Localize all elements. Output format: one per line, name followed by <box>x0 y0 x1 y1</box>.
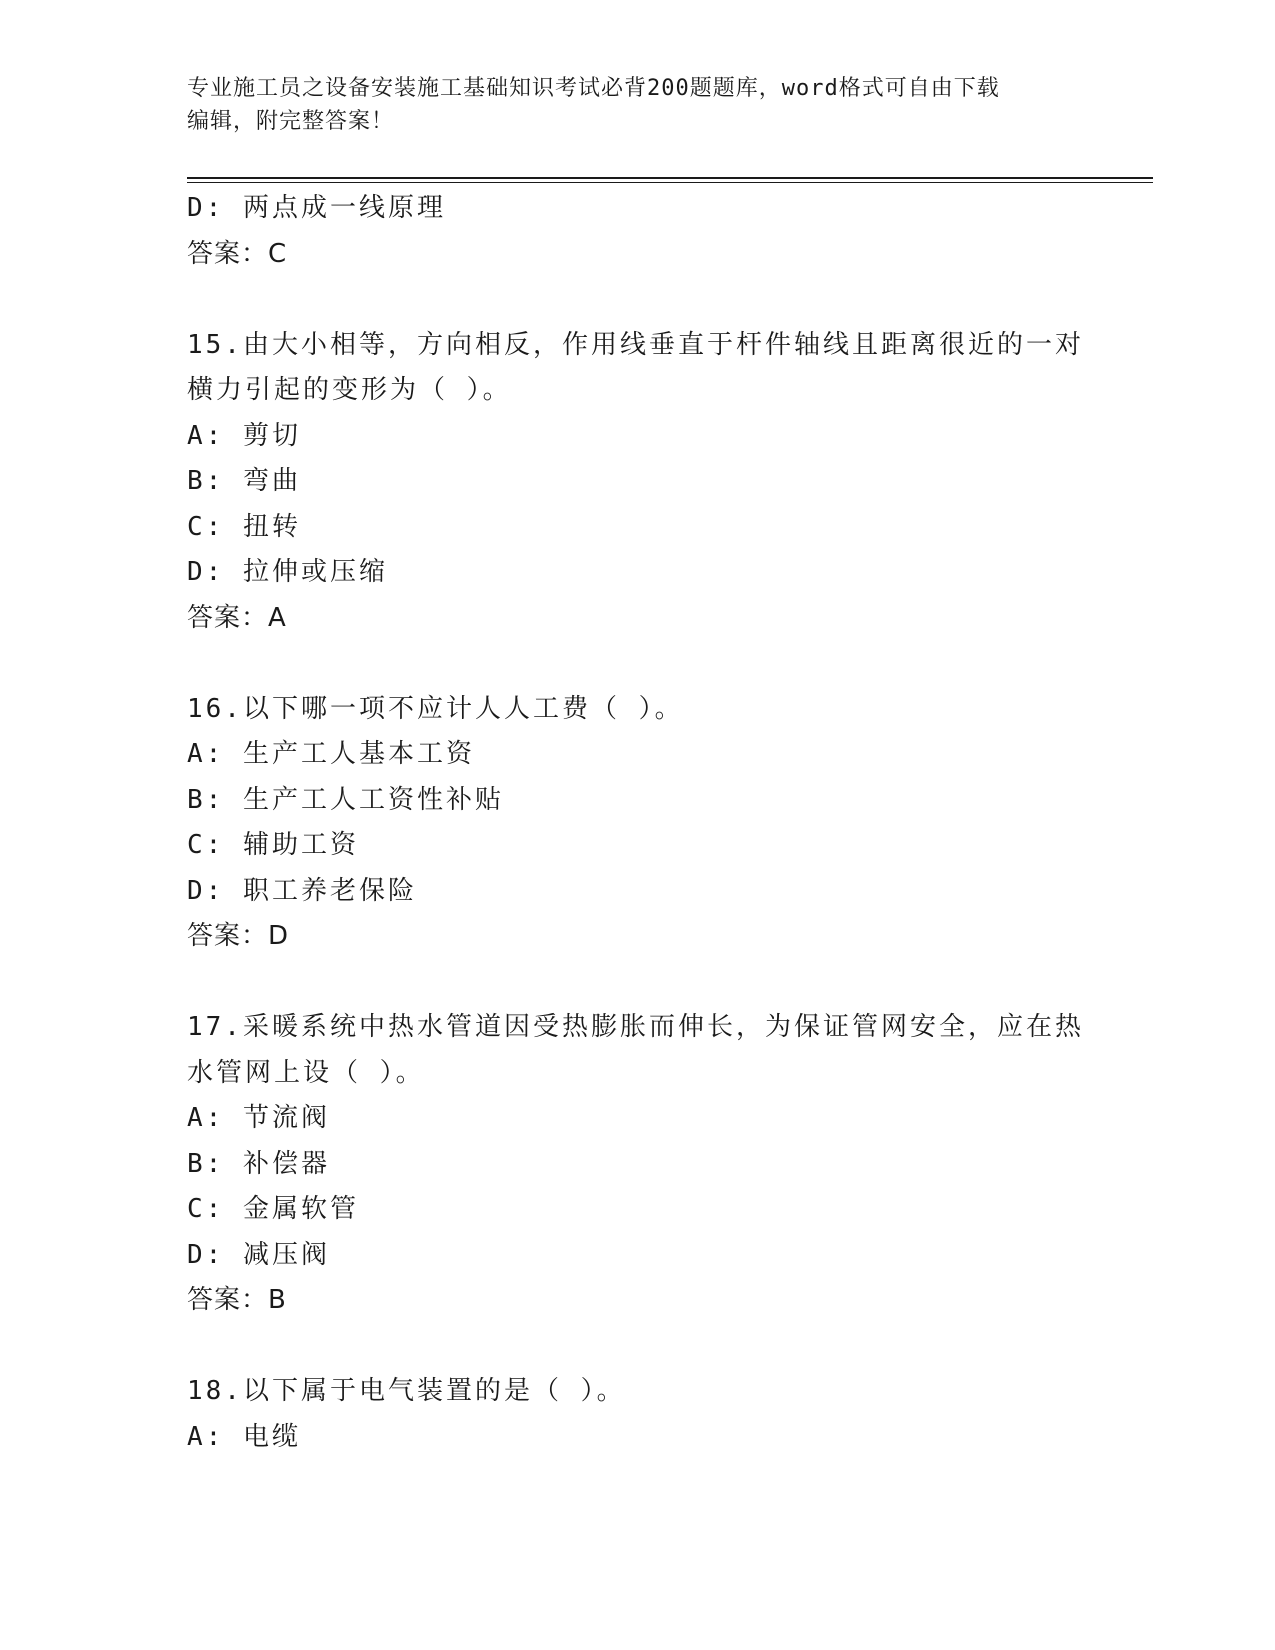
question-stem: 18.以下属于电气装置的是（ ）。 <box>187 1376 626 1406</box>
spacer <box>187 960 1153 1006</box>
header-divider-thick <box>187 177 1153 179</box>
option-b: B: 生产工人工资性补贴 <box>187 784 504 815</box>
option-d: D: 职工养老保险 <box>187 875 417 906</box>
prev-option-d: D: 两点成一线原理 <box>187 193 446 223</box>
header-line-2: 编辑，附完整答案！ <box>187 109 395 134</box>
option-c: C: 扭转 <box>187 511 301 542</box>
question-list <box>187 186 1153 1460</box>
option-a: A: 剪切 <box>187 420 301 451</box>
answer: 答案：B <box>187 1285 287 1315</box>
question-stem: 16.以下哪一项不应计人人工费（ ）。 <box>187 693 684 724</box>
prev-answer: 答案：C <box>187 238 288 269</box>
option-d: D: 减压阀 <box>187 1239 330 1270</box>
option-b: B: 弯曲 <box>187 466 301 496</box>
option-a: A: 节流阀 <box>187 1103 330 1133</box>
question-stem-cont: 水管网上设（ ）。 <box>187 1057 425 1088</box>
question-stem: 17.采暖系统中热水管道因受热膨胀而伸长，为保证管网安全，应在热 <box>187 1012 1084 1042</box>
question-18 <box>187 1369 1153 1460</box>
spacer <box>187 277 1153 323</box>
answer: 答案：D <box>187 921 290 951</box>
spacer <box>187 641 1153 687</box>
option-b: B: 补偿器 <box>187 1148 330 1179</box>
question-16 <box>187 687 1153 960</box>
document-header <box>187 72 1087 138</box>
option-c: C: 金属软管 <box>187 1194 359 1224</box>
option-d: D: 拉伸或压缩 <box>187 557 388 587</box>
question-17 <box>187 1005 1153 1324</box>
question-stem-cont: 横力引起的变形为（ ）。 <box>187 375 512 405</box>
option-c: C: 辅助工资 <box>187 830 359 860</box>
option-a: A: 生产工人基本工资 <box>187 739 475 769</box>
option-a: A: 电缆 <box>187 1421 301 1452</box>
header-line-1: 专业施工员之设备安装施工基础知识考试必背200题题库，word格式可自由下载 <box>187 76 1000 101</box>
header-divider-thin <box>187 182 1153 183</box>
spacer <box>187 1324 1153 1370</box>
question-15 <box>187 323 1153 642</box>
answer: 答案：A <box>187 602 287 633</box>
question-stem: 15.由大小相等，方向相反，作用线垂直于杆件轴线且距离很近的一对 <box>187 329 1084 360</box>
